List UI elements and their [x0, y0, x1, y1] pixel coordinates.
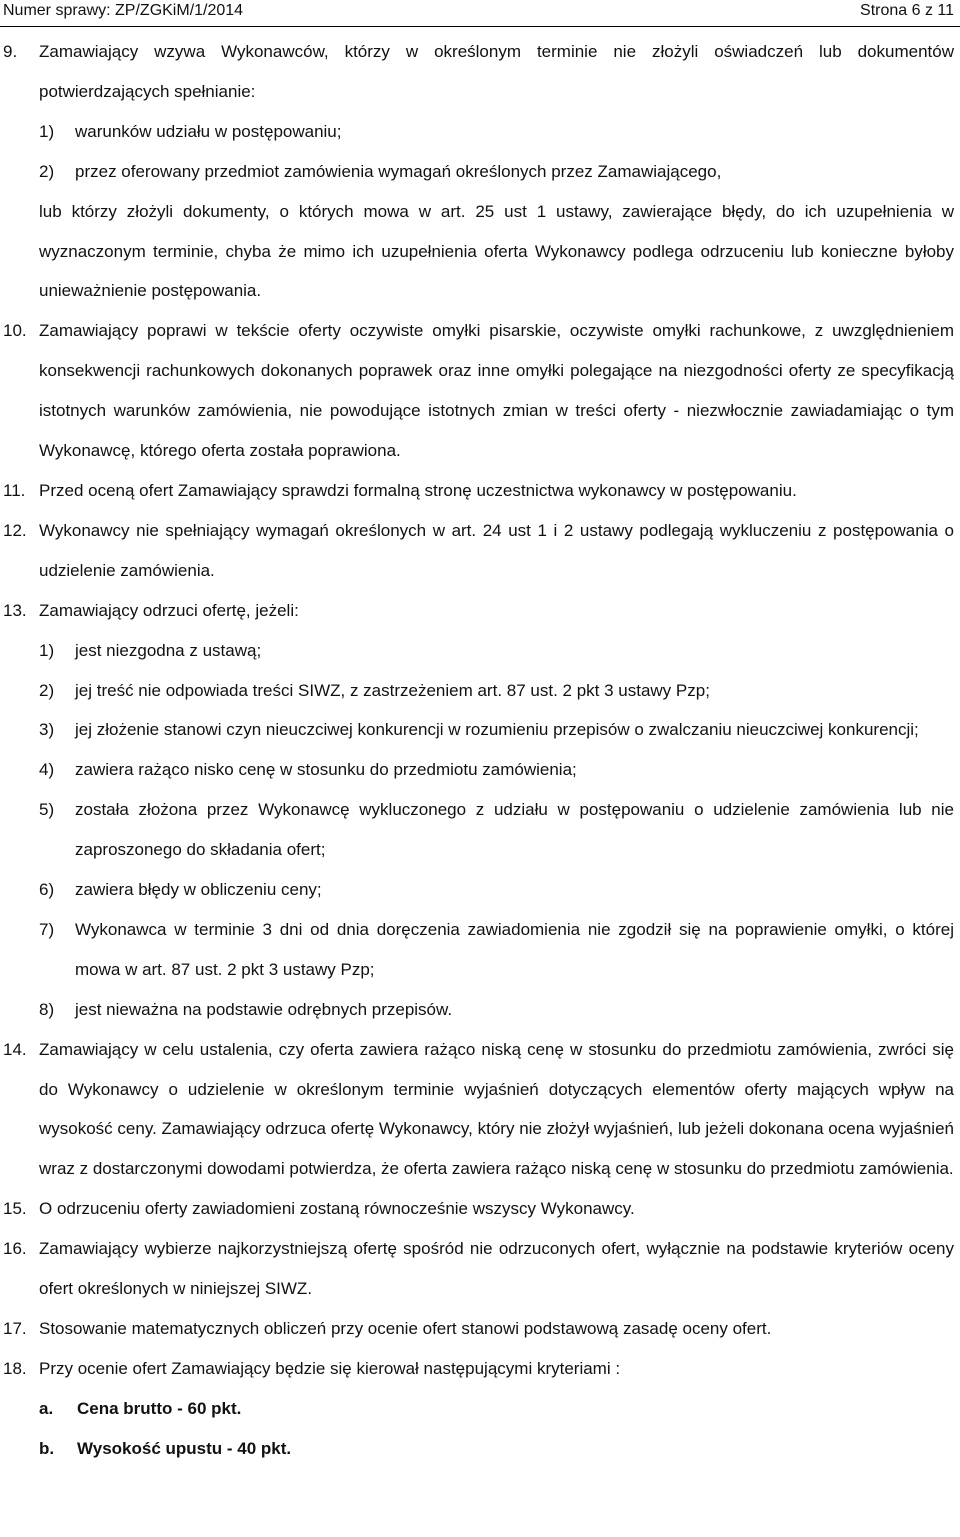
item-number: 13.	[3, 600, 27, 620]
list-item	[0, 1030, 960, 1190]
item-text: Wykonawcy nie spełniający wymagań określonych w art. 24 ust 1 i 2 ustawy podlegają wykluczeniu z postępowania o udzielenie zamówienia.	[39, 520, 954, 580]
item-number: 15.	[3, 1199, 27, 1219]
sub-item-number: 1)	[39, 121, 55, 141]
sub-item-text: jest nieważna na podstawie odrębnych przepisów.	[75, 999, 453, 1019]
sub-item	[0, 671, 960, 711]
criterion-letter: a.	[39, 1398, 54, 1418]
list-item	[0, 1349, 960, 1389]
item-number: 17.	[3, 1319, 27, 1338]
sub-item	[0, 870, 960, 910]
list-item	[0, 311, 960, 471]
item-number: 9.	[3, 42, 18, 61]
item-text: Przy ocenie ofert Zamawiający będzie się kierował następującymi kryteriami :	[39, 1358, 621, 1378]
sub-item-text: Wykonawca w terminie 3 dni od dnia doręczenia zawiadomienia nie zgodził się na poprawienie omyłki, o której mowa w art. 87 ust. 2 pkt 3 ustawy Pzp;	[75, 919, 954, 979]
sub-item-number: 4)	[39, 760, 55, 780]
page-header	[0, 0, 960, 28]
item-text: O odrzuceniu oferty zawiadomieni zostaną równocześnie wszyscy Wykonawcy.	[39, 1199, 635, 1219]
sub-item-text: została złożona przez Wykonawcę wykluczonego z udziału w postępowaniu o udzielenie zamówienia lub nie zaproszonego do składania ofert;	[75, 800, 954, 860]
sub-item-number: 3)	[39, 720, 55, 740]
item-number: 16.	[3, 1239, 27, 1259]
sub-item-number: 1)	[39, 640, 55, 660]
item-text: lub którzy złożyli dokumenty, o których mowa w art. 25 ust 1 ustawy, zawierające błędy, do ich uzupełnienia w wyznaczonym terminie, chyba że mimo ich uzupełnienia oferta Wykonawcy podlega odrzuceniu lub konieczne byłoby unieważnienie postępowania.	[39, 201, 954, 301]
sub-item	[0, 152, 960, 192]
item-number: 12.	[3, 520, 27, 540]
item-text: Zamawiający w celu ustalenia, czy oferta zawiera rażąco niską cenę w stosunku do przedmiotu zamówienia, zwróci się do Wykonawcy o udzielenie w określonym terminie wyjaśnień dotyczących elementów oferty mających wpływ na wysokość ceny. Zamawiający odrzuca ofertę Wykonawcy, który nie złożył wyjaśnień, lub jeżeli dokonana ocena wyjaśnień wraz z dostarczonymi dowodami potwierdza, że oferta zawiera rażąco niską cenę w stosunku do przedmiotu zamówienia.	[39, 1039, 954, 1179]
page-number: Strona 6 z 11	[860, 2, 954, 19]
item-text: Stosowanie matematycznych obliczeń przy ocenie ofert stanowi podstawową zasadę oceny ofert.	[39, 1319, 772, 1338]
item-number: 10.	[3, 321, 27, 341]
criterion-price	[0, 1389, 960, 1429]
item-number: 11.	[3, 480, 26, 500]
sub-item-text: zawiera błędy w obliczeniu ceny;	[75, 880, 322, 900]
sub-item-text: warunków udziału w postępowaniu;	[75, 121, 342, 141]
sub-item	[0, 710, 960, 750]
item-number: 14.	[3, 1039, 27, 1059]
case-number: Numer sprawy: ZP/ZGKiM/1/2014	[3, 2, 244, 19]
document-body	[0, 32, 960, 1469]
sub-item	[0, 990, 960, 1030]
sub-item-number: 7)	[39, 919, 55, 939]
sub-item-number: 8)	[39, 999, 55, 1019]
list-item	[0, 591, 960, 631]
list-item	[0, 1189, 960, 1229]
sub-item-text: przez oferowany przedmiot zamówienia wymagań określonych przez Zamawiającego,	[75, 161, 722, 181]
sub-item-text: jej złożenie stanowi czyn nieuczciwej konkurencji w rozumieniu przepisów o zwalczaniu nieuczciwej konkurencji;	[75, 720, 919, 740]
item-number: 18.	[3, 1358, 27, 1378]
criterion-text: Wysokość upustu - 40 pkt.	[77, 1438, 292, 1458]
sub-item-number: 2)	[39, 680, 55, 700]
sub-item-text: jej treść nie odpowiada treści SIWZ, z zastrzeżeniem art. 87 ust. 2 pkt 3 ustawy Pzp;	[75, 680, 710, 700]
item-text: Przed oceną ofert Zamawiający sprawdzi formalną stronę uczestnictwa wykonawcy w postępowaniu.	[39, 480, 797, 500]
list-item	[0, 32, 960, 112]
sub-item	[0, 910, 960, 990]
sub-item-number: 2)	[39, 161, 55, 181]
sub-item-number: 5)	[39, 800, 55, 820]
list-item	[0, 511, 960, 591]
item-continuation	[0, 192, 960, 312]
sub-item-number: 6)	[39, 880, 55, 900]
sub-item	[0, 631, 960, 671]
list-item	[0, 471, 960, 511]
criterion-discount	[0, 1429, 960, 1469]
item-text: Zamawiający wybierze najkorzystniejszą ofertę spośród nie odrzuconych ofert, wyłącznie na podstawie kryteriów oceny ofert określonych w niniejszej SIWZ.	[39, 1239, 954, 1299]
list-item	[0, 1229, 960, 1309]
header-divider	[0, 26, 960, 27]
sub-item	[0, 112, 960, 152]
item-text: Zamawiający odrzuci ofertę, jeżeli:	[39, 600, 299, 620]
sub-item-text: jest niezgodna z ustawą;	[75, 640, 262, 660]
sub-item	[0, 750, 960, 790]
item-text: Zamawiający wzywa Wykonawców, którzy w określonym terminie nie złożyli oświadczeń lub dokumentów potwierdzających spełnianie:	[39, 42, 954, 101]
sub-item	[0, 790, 960, 870]
sub-item-text: zawiera rażąco nisko cenę w stosunku do przedmiotu zamówienia;	[75, 760, 577, 780]
criterion-text: Cena brutto - 60 pkt.	[77, 1398, 242, 1418]
criterion-letter: b.	[39, 1438, 55, 1458]
list-item	[0, 1309, 960, 1349]
item-text: Zamawiający poprawi w tekście oferty oczywiste omyłki pisarskie, oczywiste omyłki rachunkowe, z uwzględnieniem konsekwencji rachunkowych dokonanych poprawek oraz inne omyłki polegające na niezgodności oferty ze specyfikacją istotnych warunków zamówienia, nie powodujące istotnych zmian w treści oferty - niezwłocznie zawiadamiając o tym Wykonawcę, którego oferta została poprawiona.	[39, 321, 954, 461]
